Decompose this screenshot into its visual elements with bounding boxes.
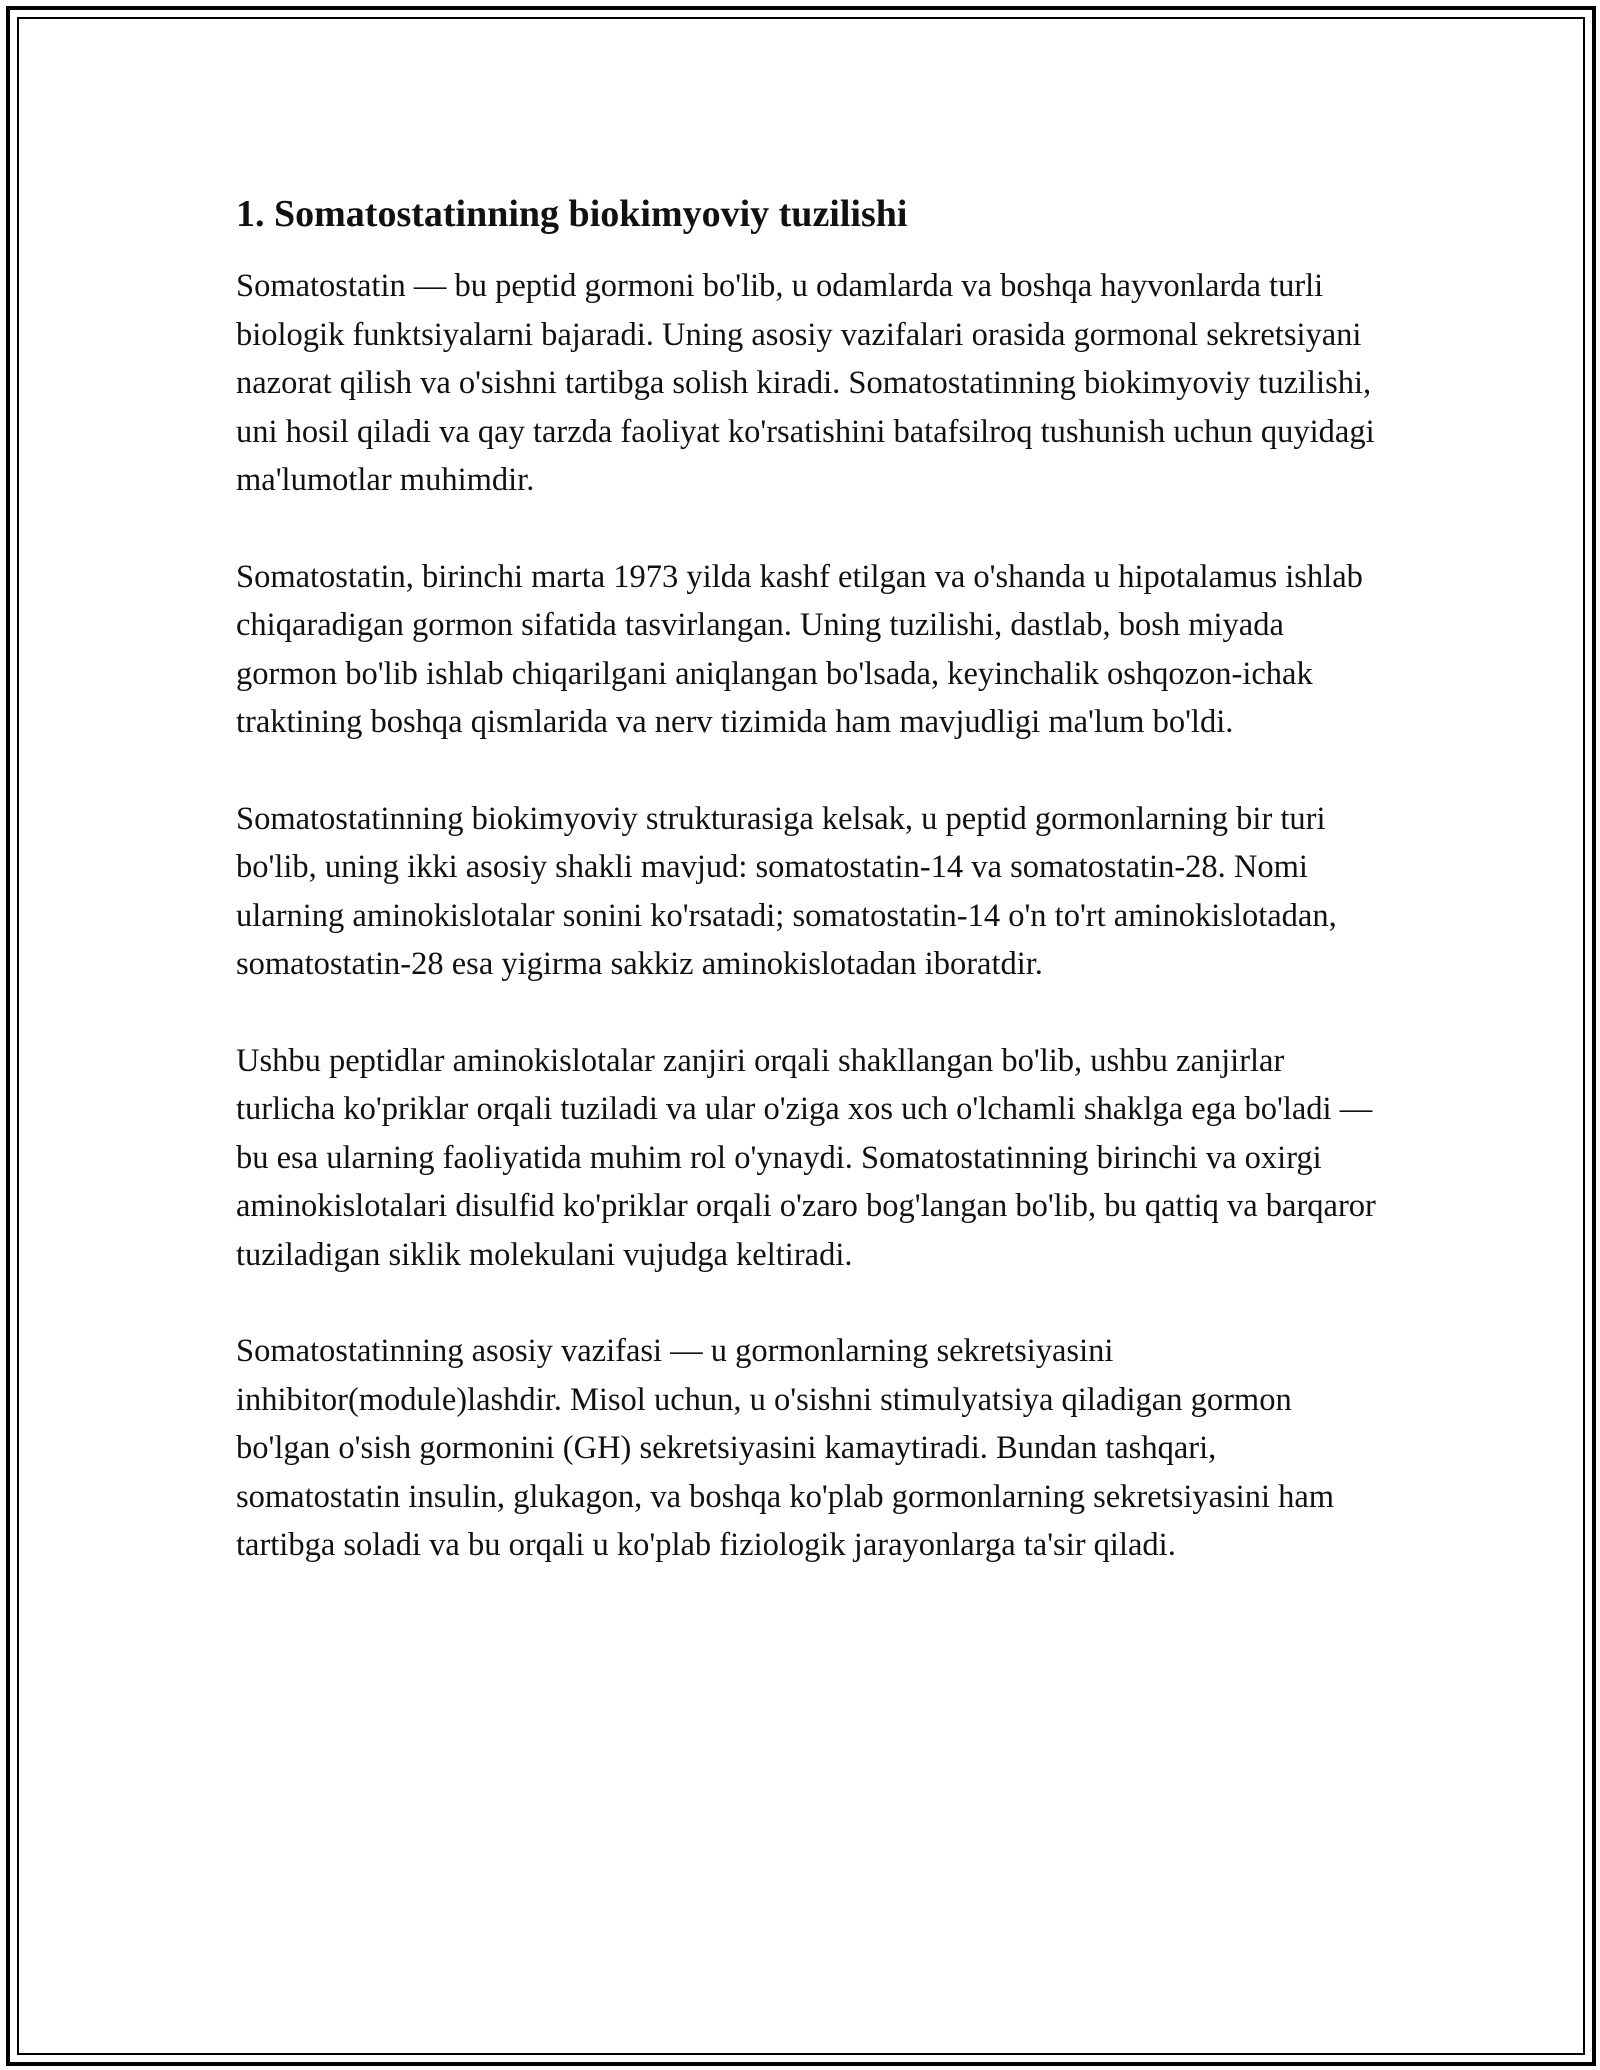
paragraph-5: Somatostatinning asosiy vazifasi — u gormonlarning sekretsiyasini inhibitor(module)lashdir. Misol uchun, u o'sishni stimulyatsiya qiladigan gormon bo'lgan o'sish gormonini (GH) sekretsiyasini kamaytiradi. Bundan tashqari, somatostatin insulin, glukagon, va boshqa ko'plab gormonlarning sekretsiyasini ham tartibga soladi va bu orqali u ko'plab fiziologik jarayonlarga ta'sir qiladi. (236, 1333, 1335, 1563)
section-heading: 1. Somatostatinning biokimyoviy tuzilishi (236, 193, 908, 235)
document-body (236, 186, 1381, 1618)
paragraph-1: Somatostatin — bu peptid gormoni bo'lib, u odamlarda va boshqa hayvonlarda turli biologik funktsiyalarni bajaradi. Uning asosiy vazifalari orasida gormonal sekretsiyani nazorat qilish va o'sishni tartibga solish kiradi. Somatostatinning biokimyoviy tuzilishi, uni hosil qiladi va qay tarzda faoliyat ko'rsatishini batafsilroq tushunish uchun quyidagi ma'lumotlar muhimdir. (236, 268, 1375, 498)
paragraph-2: Somatostatin, birinchi marta 1973 yilda kashf etilgan va o'shanda u hipotalamus ishlab chiqaradigan gormon sifatida tasvirlangan. Uning tuzilishi, dastlab, bosh miyada gormon bo'lib ishlab chiqarilgani aniqlangan bo'lsada, keyinchalik oshqozon-ichak traktining boshqa qismlarida va nerv tizimida ham mavjudligi ma'lum bo'ldi. (236, 558, 1363, 740)
paragraph-3: Somatostatinning biokimyoviy strukturasiga kelsak, u peptid gormonlarning bir turi bo'lib, uning ikki asosiy shakli mavjud: somatostatin-14 va somatostatin-28. Nomi ularning aminokislotalar sonini ko'rsatadi; somatostatin-14 o'n to'rt aminokislotadan, somatostatin-28 esa yigirma sakkiz aminokislotadan iboratdir. (236, 800, 1337, 982)
paragraph-4: Ushbu peptidlar aminokislotalar zanjiri orqali shakllangan bo'lib, ushbu zanjirlar turlicha ko'priklar orqali tuziladi va ular o'ziga xos uch o'lchamli shaklga ega bo'ladi — bu esa ularning faoliyatida muhim rol o'ynaydi. Somatostatinning birinchi va oxirgi aminokislotalari disulfid ko'priklar orqali o'zaro bog'langan bo'lib, bu qattiq va barqaror tuziladigan siklik molekulani vujudga keltiradi. (236, 1042, 1376, 1273)
